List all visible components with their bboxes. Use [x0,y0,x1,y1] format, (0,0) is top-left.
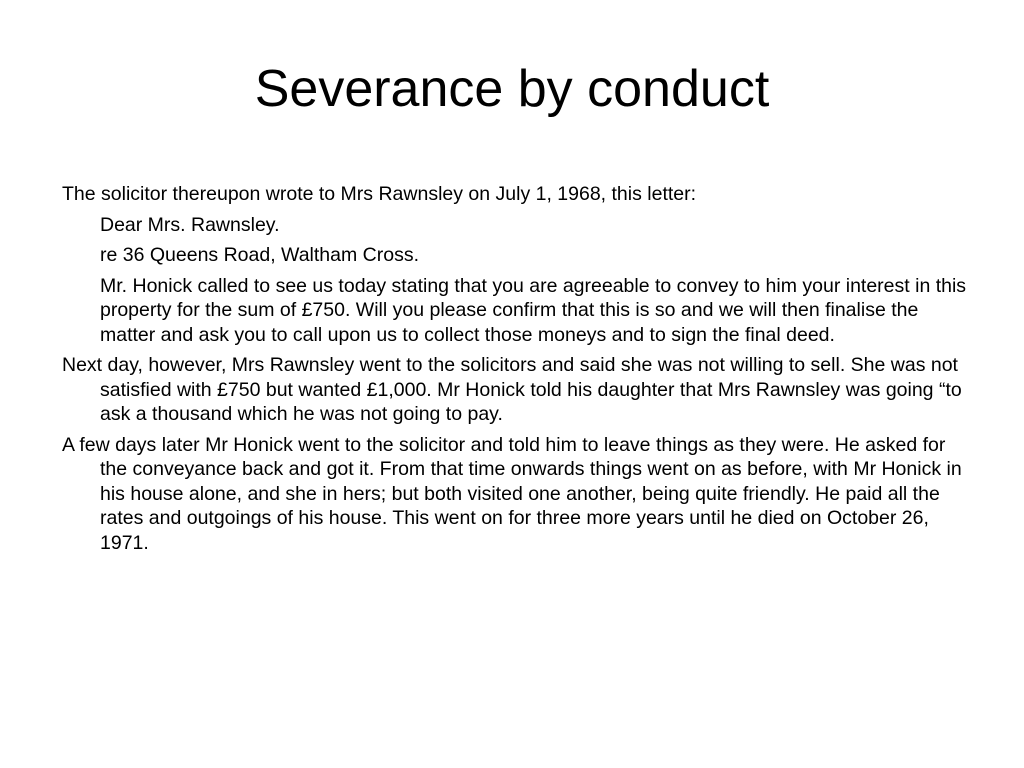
letter-body: Mr. Honick called to see us today stating that you are agreeable to convey to him your interest in this property for the sum of £750. Will you please confirm that this is so and we will then finalise the matter and ask you to call upon us to collect those moneys and to sign the final deed. [100,274,967,346]
letter-salutation: Dear Mrs. Rawnsley. [100,213,280,236]
slide-title: Severance by conduct [254,60,770,118]
intro-paragraph: The solicitor thereupon wrote to Mrs Rawnsley on July 1, 1968, this letter: [62,183,697,205]
letter-reference: re 36 Queens Road, Waltham Cross. [100,244,419,266]
few-days-later-paragraph: A few days later Mr Honick went to the solicitor and told him to leave things as they were. He asked for the conveyance back and got it. From that time onwards things went on as before, with Mr Honick in his house alone, and she in hers; but both visited one another, being quite friendly. He paid all the rates and outgoings of his house. This went on for three more years until he died on October 26, 1971. [62,433,962,554]
next-day-paragraph: Next day, however, Mrs Rawnsley went to the solicitors and said she was not willing to sell. She was not satisfied with £750 but wanted £1,000. Mr Honick told his daughter that Mrs Rawnsley was going “to ask a thousand which he was not going to pay. [62,354,962,425]
slide-body [62,182,972,561]
